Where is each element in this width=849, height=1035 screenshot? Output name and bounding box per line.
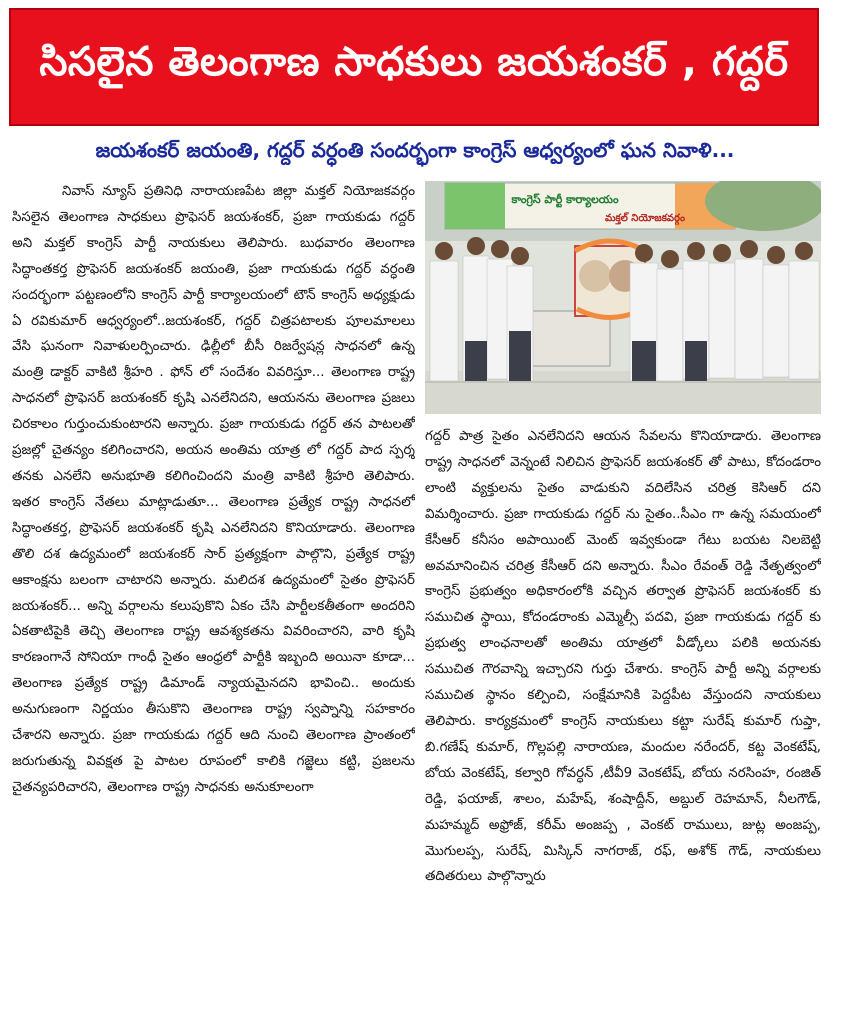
article-left-text: నివాస్ న్యూస్ ప్రతినిధి నారాయణపేట జిల్లా మక్తల్ నియోజకవర్గం సిసలైన తెలంగాణ సాధకులు ప్రొఫెసర్ జయశంకర్, ప్రజా గాయకుడు గద్దర్ అని మక్తల్ కాంగ్రెస్ పార్టీ నాయకులు తెలిపారు. బుధవారం తెలంగాణ సిద్ధాంతకర్త ప్రొఫెసర్ జయశంకర్ జయంతి, ప్రజా గాయకుడు గద్దర్ వర్ధంతి సందర్భంగా పట్టణంలోని కాంగ్రెస్ పార్టీ కార్యాలయంలో టౌన్ కాంగ్రెస్ అధ్యక్షుడు ఏ రవికుమార్ ఆధ్వర్యంలో..జయశంకర్, గద్దర్ చిత్రపటాలకు పూలమాలలు వేసి ఘనంగా నివాళులర్పించారు. ఢిల్లీలో బీసీ రిజర్వేషన్ల సాధనలో ఉన్న మంత్రి డాక్టర్ వాకిటి శ్రీహరి . ఫోన్ లో సందేశం వివరిస్తూ... తెలంగాణ రాష్ట్ర సాధనలో ప్రొఫెసర్ జయశంకర్ కృషి ఎనలేనిదని, ఆయనను తెలంగాణ ప్రజలు చిరకాలం గుర్తుంచుకుంటారని అన్నారు. ప్రజా గాయకుడు గద్దర్ తన పాటలతో ప్రజల్లో చైతన్యం కలిగించారని, అయన అంతిమ యాత్ర లో గద్దర్ పాద స్పర్శ తనకు ఎనలేని అనుభూతి కలిగించిందని మంత్రి వాకిటి శ్రీహరి తెలిపారు. ఇతర కాంగ్రెస్ నేతలు మాట్లాడుతూ... తెలంగాణ ప్రత్యేక రాష్ట్ర సాధనలో సిద్ధాంతకర్త, ప్రొఫెసర్ జయశంకర్ కృషి ఎనలేనిదని కొనియాడారు. తెలంగాణ తొలి దశ ఉద్యమంలో జయశంకర్ సార్ ప్రత్యక్షంగా పాల్గొని, ప్రత్యేక రాష్ట్ర ఆకాంక్షను బలంగా చాటారని అన్నారు. మలిదశ ఉద్యమంలో సైతం ప్రొఫెసర్ జయశంకర్... అన్ని వర్గాలను కలుపుకొని ఏకం చేసి పార్టీలకతీతంగా అందరిని ఏకతాటిపైకి తెచ్చి తెలంగాణ రాష్ట్ర ఆవశ్యకతను వివరించారని, వారి కృషి కారణంగానే సోనియా గాంధీ సైతం ఆంధ్రలో పార్టీకి ఇబ్బంది అయినా కూడా... తెలంగాణ ప్రత్యేక రాష్ట్ర డిమాండ్ న్యాయమైనదని భావించి.. అందుకు అనుగుణంగా నిర్ణయం తీసుకొని తెలంగాణ రాష్ట్ర స్వప్నాన్ని సహకారం చేశారని అన్నారు. ప్రజా గాయకుడు గద్దర్ ఆది నుంచి తెలంగాణ ప్రాంతంలో జరుగుతున్న వివక్షత పై పాటల రూపంలో కాలికి గజ్జెలు కట్టి, ప్రజలను చైతన్యపరిచారని, తెలంగాణ రాష్ట్ర సాధనకు అనుకూలంగా <box>12 184 415 795</box>
group-photo-icon <box>425 181 821 414</box>
article-left-column <box>12 179 415 1029</box>
banner-text-2: మక్తల్ నియోజకవర్గం <box>604 213 686 224</box>
headline-title: సిసలైన తెలంగాణ సాధకులు జయశంకర్ , గద్దర్ <box>39 39 789 85</box>
banner-text-1: కాంగ్రెస్ పార్టీ కార్యాలయం <box>511 193 619 206</box>
subheadline: జయశంకర్ జయంతి, గద్దర్ వర్ధంతి సందర్భంగా కాంగ్రెస్ ఆధ్వర్యంలో ఘన నివాళి... <box>95 138 735 162</box>
group-photo <box>425 181 821 414</box>
article-right-text: గద్దర్ పాత్ర సైతం ఎనలేనిదని ఆయన సేవలను కొనియాడారు. తెలంగాణ రాష్ట్ర సాధనలో వెన్నంటే నిలిచిన ప్రొఫెసర్ జయశంకర్ తో పాటు, కోదండరాం లాంటి వ్యక్తులను సైతం వాడుకుని వదిలేసిన చరిత్ర కెసిఆర్ దని విమర్శించారు. ప్రజా గాయకుడు గద్దర్ ను సైతం..సీఎం గా ఉన్న సమయంలో కేసీఆర్ కనీసం అపాయింట్ మెంట్ ఇవ్వకుండా గేటు బయట నిలబెట్టి అవమానించిన చరిత్ర కేసీఆర్ దని అన్నారు. సీఎం రేవంత్ రెడ్డి నేతృత్వంలో కాంగ్రెస్ ప్రభుత్వం అధికారంలోకి వచ్చిన తర్వాత ప్రొఫెసర్ జయశంకర్ కు సముచిత స్థాయి, కోదండరాంకు ఎమ్మెల్సీ పదవి, ప్రజా గాయకుడు గద్దర్ కు ప్రభుత్వ లాంఛనాలతో అంతిమ యాత్రలో వీడ్కోలు పలికి అయనకు సముచిత గౌరవాన్ని ఇచ్చారని గుర్తు చేశారు. కాంగ్రెస్ పార్టీ అన్ని వర్గాలకు సముచిత స్థానం కల్పించి, సంక్షేమానికి పెద్దపీట వేస్తుందని నాయకులు తెలిపారు. కార్యక్రమంలో కాంగ్రెస్ నాయకులు కట్టా సురేష్ కుమార్ గుప్తా, బి.గణేష్ కుమార్, గొల్లపల్లి నారాయణ, మందుల నరేందర్, కట్ట వెంకటేష్, బోయ వెంకటేష్, కల్వారి గోవర్ధన్ ,టీవీ9 వెంకటేష్, బోయ నరసింహ, రంజిత్ రెడ్డి, ఫయాజ్, శాలం, మహేష్, శంషాద్దీన్, అబ్దుల్ రెహమాన్, నీలగౌడ్, మహమ్మద్ అఫ్రోజ్, కరీమ్ అంజప్ప , వెంకట్ రాములు, జుట్ల అంజప్ప, మొగులప్ప, సురేష్, మిస్కిన్ నాగరాజ్, రఫ్, అశోక్ గౌడ్, నాయకులు తదితరులు పాల్గొన్నారు <box>425 429 821 885</box>
article-right-column <box>425 424 821 1029</box>
headline-banner <box>9 8 819 126</box>
